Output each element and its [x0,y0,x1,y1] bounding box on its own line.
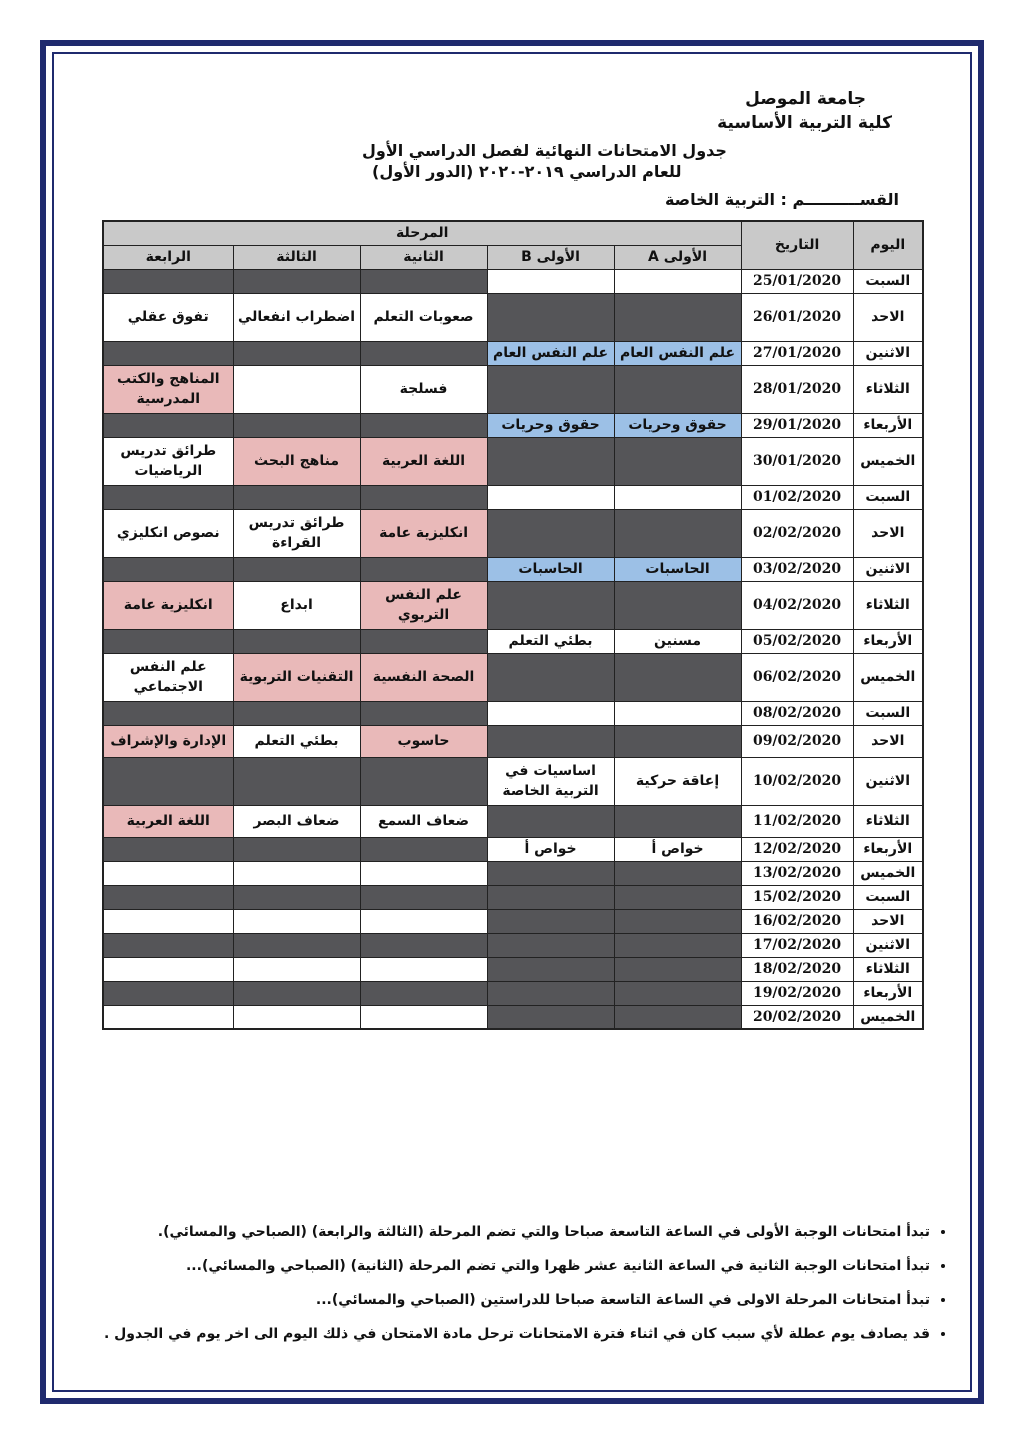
date-cell: 08/02/2020 [741,701,853,725]
exam-cell: ضعاف البصر [233,805,360,837]
exam-cell [487,485,614,509]
exam-cell [233,933,360,957]
exam-cell [614,509,741,557]
academic-year: للعام الدراسي ٢٠١٩-٢٠٢٠ (الدور الأول) [372,162,682,181]
day-cell: الثلاثاء [853,805,923,837]
header-stage-2: الثانية [360,245,487,269]
exam-cell [614,725,741,757]
date-cell: 30/01/2020 [741,437,853,485]
day-cell: الاحد [853,725,923,757]
day-cell: الاثنين [853,933,923,957]
day-cell: الخميس [853,437,923,485]
exam-cell [233,629,360,653]
day-cell: الأربعاء [853,413,923,437]
exam-cell: الإدارة والإشراف [103,725,233,757]
date-cell: 17/02/2020 [741,933,853,957]
exam-cell [360,701,487,725]
exam-cell: فسلجة [360,365,487,413]
exam-cell [487,805,614,837]
date-cell: 04/02/2020 [741,581,853,629]
exam-cell [487,653,614,701]
header-stage-1a: الأولى A [614,245,741,269]
exam-cell [233,413,360,437]
exam-cell [614,957,741,981]
note-item: • تبدأ امتحانات الوجبة الثانية في الساعة الثانية عشر ظهرا والتي تضم المرحلة (الثانية) (الصباحي والمسائي)... [50,1256,930,1276]
date-cell: 10/02/2020 [741,757,853,805]
date-cell: 27/01/2020 [741,341,853,365]
exam-cell [487,725,614,757]
date-cell: 01/02/2020 [741,485,853,509]
exam-cell [614,909,741,933]
exam-cell [614,437,741,485]
header-date: التاريخ [741,221,853,269]
date-cell: 18/02/2020 [741,957,853,981]
exam-cell: اللغة العربية [360,437,487,485]
table-row [103,293,923,341]
exam-cell [103,557,233,581]
exam-cell [487,933,614,957]
exam-cell [360,837,487,861]
exam-cell: اساسيات في التربية الخاصة [487,757,614,805]
exam-cell [614,485,741,509]
date-cell: 05/02/2020 [741,629,853,653]
day-cell: الأربعاء [853,837,923,861]
table-row [103,837,923,861]
exam-cell [487,437,614,485]
exam-cell: بطئي التعلم [487,629,614,653]
exam-cell [103,269,233,293]
exam-cell [614,269,741,293]
exam-cell [360,885,487,909]
exam-cell: علم النفس العام [614,341,741,365]
day-cell: الخميس [853,861,923,885]
date-cell: 13/02/2020 [741,861,853,885]
date-cell: 09/02/2020 [741,725,853,757]
exam-cell [233,701,360,725]
exam-cell: الحاسبات [614,557,741,581]
header-stage: المرحلة [103,221,741,245]
exam-cell [103,629,233,653]
table-row [103,885,923,909]
table-row [103,341,923,365]
header-day: اليوم [853,221,923,269]
table-row [103,437,923,485]
table-row [103,269,923,293]
day-cell: السبت [853,485,923,509]
exam-cell [233,557,360,581]
exam-cell [233,1005,360,1029]
date-cell: 28/01/2020 [741,365,853,413]
exam-cell [360,413,487,437]
exam-cell: تفوق عقلي [103,293,233,341]
day-cell: الاثنين [853,341,923,365]
note-item: • قد يصادف يوم عطلة لأي سبب كان في اثناء فترة الامتحانات ترحل مادة الامتحان في ذلك اليوم الى اخر يوم في الجدول . [50,1324,930,1344]
table-row [103,909,923,933]
exam-cell [487,509,614,557]
exam-cell [233,757,360,805]
exam-cell [103,933,233,957]
exam-cell [614,701,741,725]
exam-cell [233,341,360,365]
exam-cell: خواص أ [614,837,741,861]
exam-cell [360,981,487,1005]
table-row [103,933,923,957]
exam-cell: المناهج والكتب المدرسية [103,365,233,413]
exam-cell: نصوص انكليزي [103,509,233,557]
exam-cell [614,885,741,909]
exam-cell: طرائق تدريس الرياضيات [103,437,233,485]
exam-cell [360,909,487,933]
exam-cell [103,701,233,725]
day-cell: الاحد [853,293,923,341]
exam-cell [103,341,233,365]
exam-cell [487,293,614,341]
exam-cell [487,861,614,885]
exam-cell [103,757,233,805]
exam-cell: الحاسبات [487,557,614,581]
exam-cell [614,805,741,837]
exam-cell: مناهج البحث [233,437,360,485]
exam-cell [360,269,487,293]
exam-cell [103,837,233,861]
exam-cell: اضطراب انفعالي [233,293,360,341]
day-cell: الأربعاء [853,629,923,653]
date-cell: 19/02/2020 [741,981,853,1005]
exam-cell [487,909,614,933]
date-cell: 15/02/2020 [741,885,853,909]
exam-cell [487,885,614,909]
exam-cell: ضعاف السمع [360,805,487,837]
exam-cell: طرائق تدريس القراءة [233,509,360,557]
table-row [103,1005,923,1029]
exam-cell [233,957,360,981]
table-row [103,581,923,629]
department-label: القســــــــــم : التربية الخاصة [664,190,899,209]
exam-cell [614,861,741,885]
table-row [103,365,923,413]
exam-cell: انكليزية عامة [103,581,233,629]
exam-cell [233,837,360,861]
day-cell: الأربعاء [853,981,923,1005]
exam-cell [487,365,614,413]
day-cell: الخميس [853,1005,923,1029]
exam-cell [614,1005,741,1029]
exam-cell [487,581,614,629]
date-cell: 02/02/2020 [741,509,853,557]
exam-cell: علم النفس الاجتماعي [103,653,233,701]
exam-cell: مسنين [614,629,741,653]
exam-cell [233,269,360,293]
day-cell: الثلاثاء [853,957,923,981]
exam-cell: إعاقة حركية [614,757,741,805]
exam-cell [487,957,614,981]
date-cell: 12/02/2020 [741,837,853,861]
table-row [103,957,923,981]
exam-cell [103,413,233,437]
header-stage-1b: الأولى B [487,245,614,269]
header-stage-4: الرابعة [103,245,233,269]
exam-cell: علم النفس التربوي [360,581,487,629]
exam-cell [233,885,360,909]
exam-cell: حقوق وحريات [487,413,614,437]
table-row [103,981,923,1005]
date-cell: 25/01/2020 [741,269,853,293]
exam-cell [103,909,233,933]
day-cell: الثلاثاء [853,365,923,413]
day-cell: السبت [853,269,923,293]
exam-cell: حاسوب [360,725,487,757]
date-cell: 20/02/2020 [741,1005,853,1029]
exam-cell [233,909,360,933]
exam-cell [487,269,614,293]
day-cell: الاحد [853,509,923,557]
note-item: • تبدأ امتحانات المرحلة الاولى في الساعة التاسعة صباحا للدراستين (الصباحي والمسائي)... [50,1290,930,1310]
exam-cell [233,861,360,885]
exam-cell: حقوق وحريات [614,413,741,437]
exam-cell [103,1005,233,1029]
day-cell: الثلاثاء [853,581,923,629]
table-row [103,805,923,837]
header-stage-3: الثالثة [233,245,360,269]
exam-cell: اللغة العربية [103,805,233,837]
exam-cell [233,981,360,1005]
exam-cell: انكليزية عامة [360,509,487,557]
exam-cell [360,933,487,957]
college-name: كلية التربية الأساسية [717,113,892,133]
table-row [103,701,923,725]
table-row [103,509,923,557]
exam-cell [614,933,741,957]
exam-cell: الصحة النفسية [360,653,487,701]
table-row [103,629,923,653]
table-row [103,653,923,701]
day-cell: الاثنين [853,557,923,581]
exam-cell [103,981,233,1005]
exam-cell: صعوبات التعلم [360,293,487,341]
exam-cell [360,629,487,653]
exam-cell: ابداع [233,581,360,629]
exam-cell [614,365,741,413]
table-row [103,725,923,757]
date-cell: 03/02/2020 [741,557,853,581]
exam-cell [360,861,487,885]
exam-cell [614,653,741,701]
date-cell: 29/01/2020 [741,413,853,437]
exam-schedule-table [102,220,924,1030]
table-row [103,485,923,509]
exam-cell [360,557,487,581]
table-row [103,757,923,805]
exam-cell [360,341,487,365]
table-row [103,413,923,437]
exam-cell [360,957,487,981]
day-cell: السبت [853,701,923,725]
exam-cell [487,981,614,1005]
day-cell: الخميس [853,653,923,701]
exam-cell [360,485,487,509]
university-name: جامعة الموصل [745,89,866,109]
date-cell: 06/02/2020 [741,653,853,701]
exam-cell: خواص أ [487,837,614,861]
date-cell: 16/02/2020 [741,909,853,933]
note-item: • تبدأ امتحانات الوجبة الأولى في الساعة التاسعة صباحا والتي تضم المرحلة (الثالثة والرابعة) (الصباحي والمسائي). [50,1222,930,1242]
schedule-title: جدول الامتحانات النهائية لفصل الدراسي الأول [362,141,727,160]
exam-cell [614,293,741,341]
date-cell: 26/01/2020 [741,293,853,341]
exam-cell [103,885,233,909]
exam-cell: علم النفس العام [487,341,614,365]
day-cell: الاحد [853,909,923,933]
day-cell: الاثنين [853,757,923,805]
exam-cell: بطئي التعلم [233,725,360,757]
exam-cell [103,861,233,885]
exam-cell [103,485,233,509]
exam-cell [614,581,741,629]
exam-cell [487,1005,614,1029]
exam-cell [614,981,741,1005]
exam-cell [360,1005,487,1029]
exam-cell [233,365,360,413]
table-row [103,557,923,581]
exam-cell: التقنيات التربوية [233,653,360,701]
exam-cell [360,757,487,805]
day-cell: السبت [853,885,923,909]
exam-cell [103,957,233,981]
notes-list [50,1222,948,1358]
date-cell: 11/02/2020 [741,805,853,837]
exam-cell [233,485,360,509]
exam-cell [487,701,614,725]
table-row [103,861,923,885]
